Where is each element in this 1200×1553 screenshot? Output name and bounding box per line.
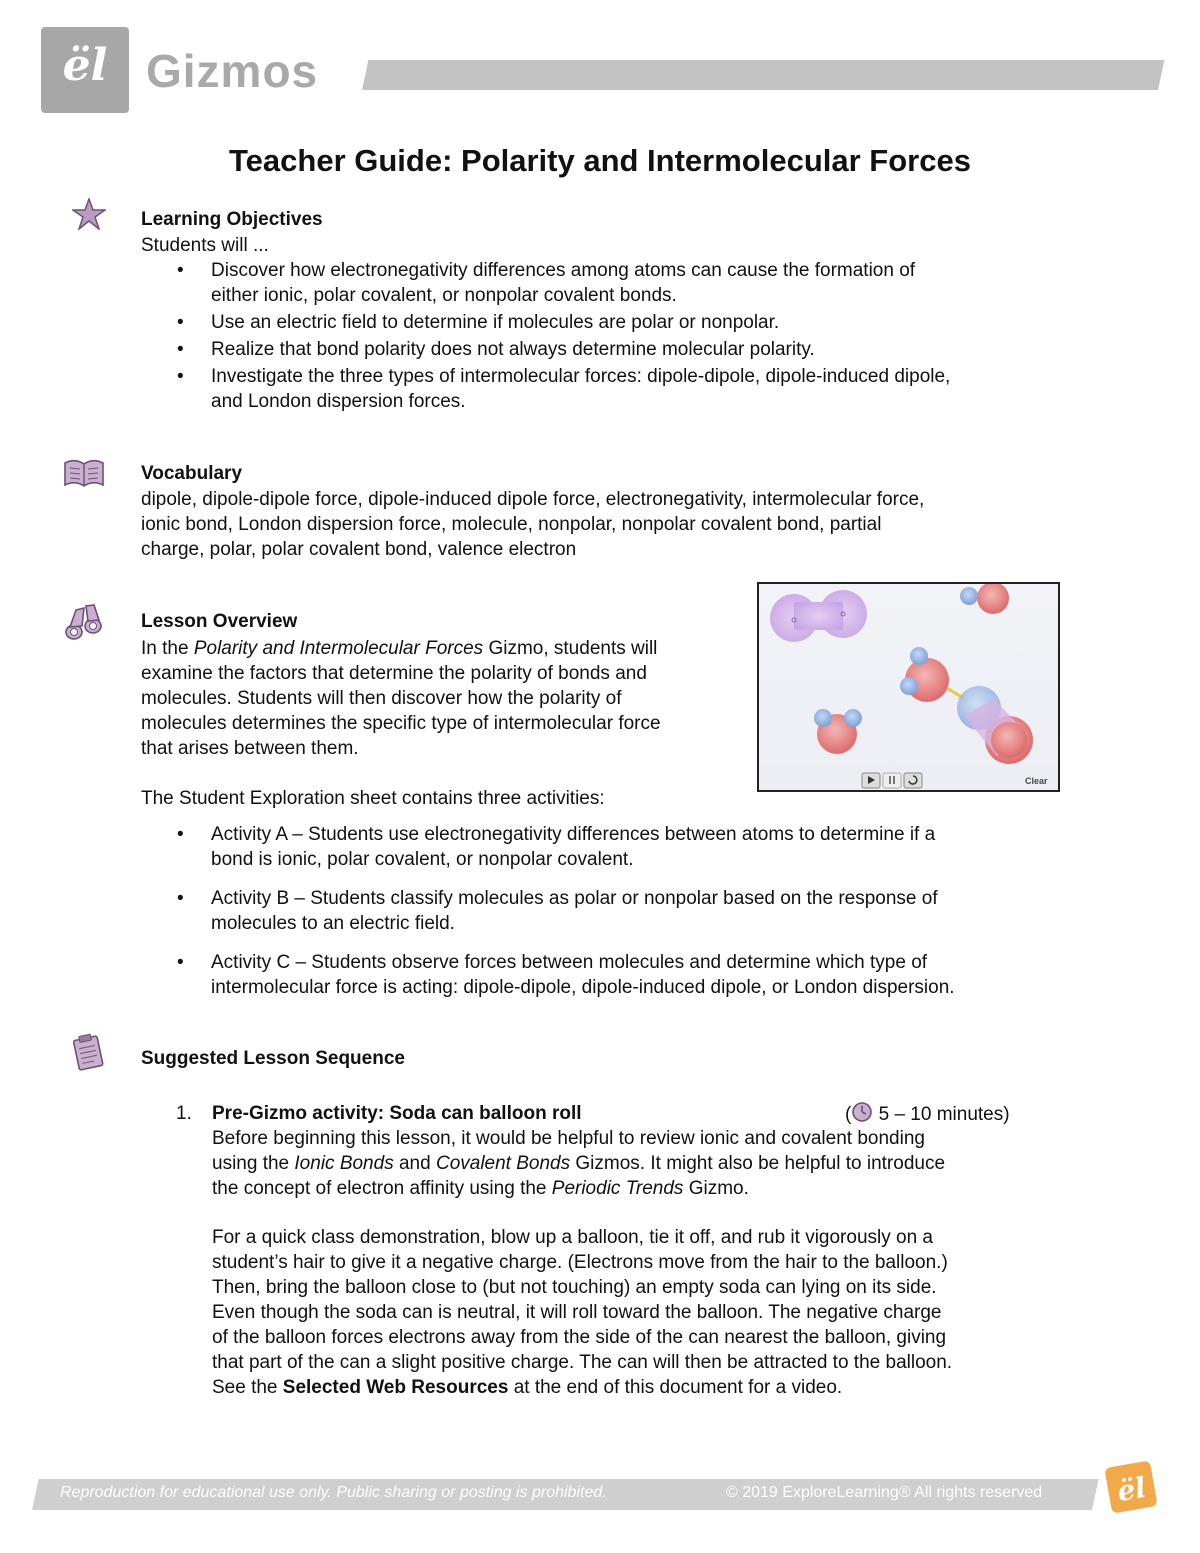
star-icon: [72, 198, 106, 230]
gizmo-clear-button[interactable]: Clear: [1025, 776, 1048, 786]
gizmo-controls[interactable]: [862, 773, 922, 788]
binoculars-icon: [62, 602, 104, 642]
list-item: • Activity B – Students classify molecules as polar or nonpolar based on the response of molecules to an electric field.: [177, 888, 938, 934]
molecule-water-left: [814, 709, 862, 754]
footer-copyright: © 2019 ExploreLearning® All rights reserved: [726, 1484, 1043, 1501]
list-item: • Use an electric field to determine if molecules are polar or nonpolar.: [177, 312, 780, 333]
molecule-polar-top: [960, 584, 1009, 614]
page-title: Teacher Guide: Polarity and Intermolecular Forces: [229, 143, 971, 178]
lesson-overview-heading: Lesson Overview: [141, 611, 298, 632]
step-paragraph-2: For a quick class demonstration, blow up a balloon, tie it off, and rub it vigorously on a student’s hair to give it a negative charge. (Electrons move from the hair to the balloon.) Then, bring the balloon close to (but not touching) an empty soda can lying on its side. Even though the soda can is neutral, it will roll toward the balloon. The negative charge of the balloon forces electrons away from the side of the can nearest the balloon, giving that part of the can a slight positive charge. The can will then be attracted to the balloon. See the Selected Web Resources at the end of this document for a video.: [212, 1227, 953, 1398]
brand-name: Gizmos: [146, 45, 319, 97]
list-item: • Realize that bond polarity does not always determine molecular polarity.: [177, 339, 815, 360]
list-item: • Activity C – Students observe forces between molecules and determine which type of intermolecular force is acting: dipole-dipole, dipole-induced dipole, or London dispersion.: [177, 952, 955, 998]
vocabulary-heading: Vocabulary: [141, 463, 243, 484]
svg-text:ël: ël: [1114, 1470, 1149, 1509]
book-icon: [63, 458, 105, 488]
molecule-water-middle: [900, 647, 949, 702]
list-item: • Discover how electronegativity differences among atoms can cause the formation of either ionic, polar covalent, or nonpolar covalent bonds.: [177, 260, 916, 306]
learning-objectives-intro: Students will ...: [141, 235, 269, 256]
step-paragraph-1: Before beginning this lesson, it would be helpful to review ionic and covalent bonding using the Ionic Bonds and Covalent Bonds Gizmos. It might also be helpful to introduce the concept of electron affinity using the Periodic Trends Gizmo.: [212, 1128, 946, 1199]
step-number: 1.: [176, 1103, 192, 1124]
lesson-sequence-heading: Suggested Lesson Sequence: [141, 1048, 405, 1069]
explorelearning-logo: ël: [62, 40, 108, 91]
lesson-overview-paragraph: In the Polarity and Intermolecular Forces Gizmo, students will examine the factors that determine the polarity of bonds and molecules. Students will then discover how the polarity of molecules determines the specific type of intermolecular force that arises between them.: [141, 638, 661, 759]
clock-icon: [851, 1101, 873, 1123]
molecule-bottom-right: [957, 686, 1033, 764]
list-item: • Activity A – Students use electronegativity differences between atoms to determine if a bond is ionic, polar covalent, or nonpolar covalent.: [177, 824, 936, 870]
gizmo-molecules-illustration: [759, 584, 1058, 790]
footer-notice: Reproduction for educational use only. Public sharing or posting is prohibited.: [60, 1484, 607, 1501]
learning-objectives-list: [141, 258, 950, 414]
list-item: • Investigate the three types of intermolecular forces: dipole-dipole, dipole-induced dipole, and London dispersion forces.: [177, 366, 951, 412]
step-title: Pre-Gizmo activity: Soda can balloon roll: [212, 1103, 582, 1124]
explorelearning-footer-logo: [1100, 1456, 1162, 1518]
learning-objectives-heading: Learning Objectives: [141, 209, 323, 230]
header-bar: [362, 60, 1164, 90]
step-duration: ( 5 – 10 minutes): [845, 1101, 1010, 1127]
clipboard-icon: [70, 1033, 106, 1071]
molecule-nonpolar: [770, 590, 867, 642]
activities-list: [141, 822, 955, 1000]
gizmo-screenshot: [757, 582, 1060, 792]
activities-intro: The Student Exploration sheet contains three activities:: [141, 788, 605, 809]
selected-web-resources-link: Selected Web Resources: [282, 1377, 509, 1398]
vocabulary-list: dipole, dipole-dipole force, dipole-induced dipole force, electronegativity, intermolecular force, ionic bond, London dispersion force, molecule, nonpolar, nonpolar covalent bond, partial charge, polar, polar covalent bond, valence electron: [141, 489, 925, 560]
